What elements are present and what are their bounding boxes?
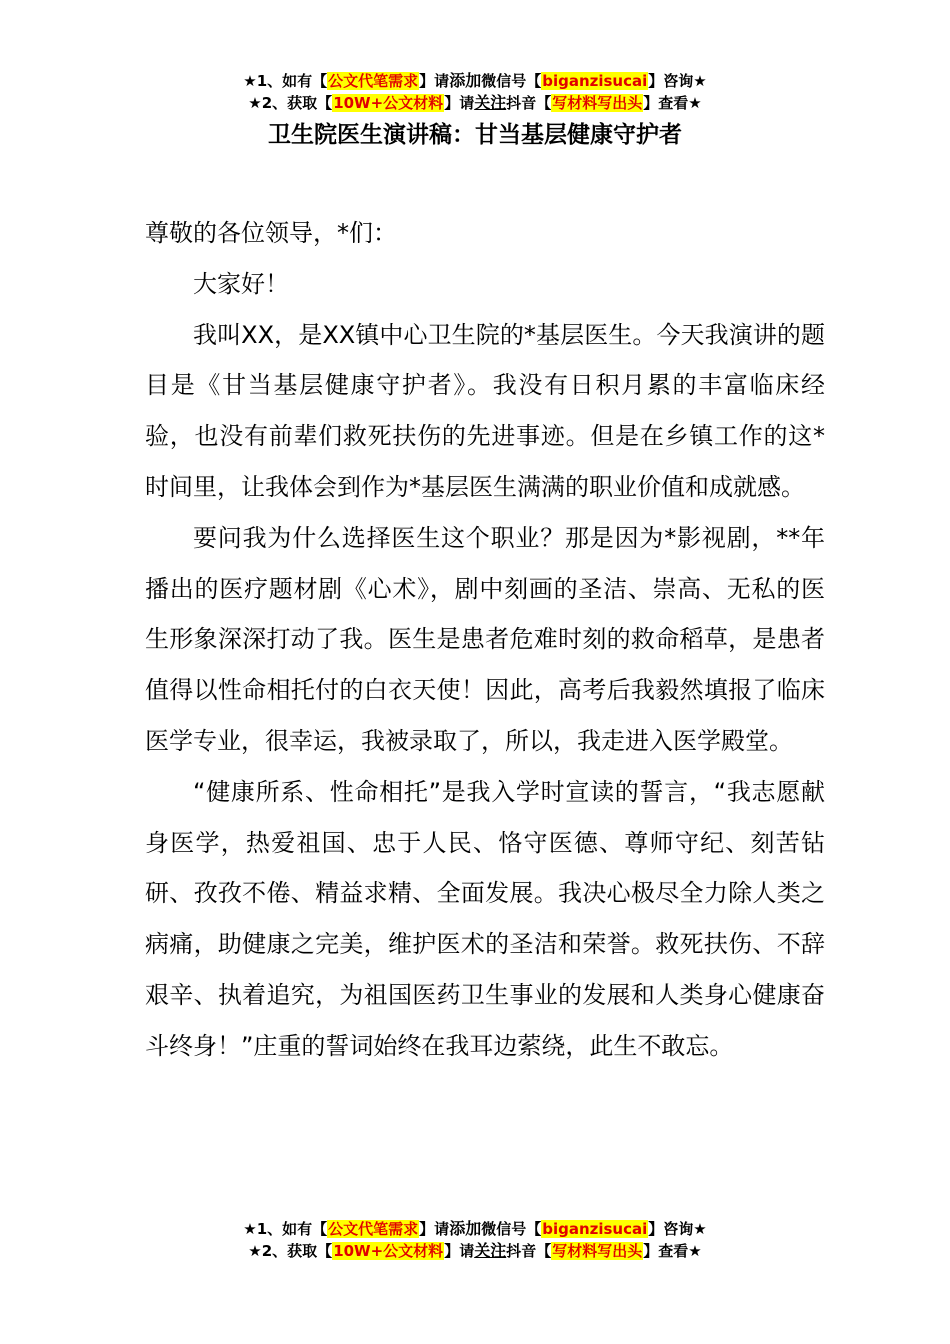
ad-line-1: ★1、如有【公文代笔需求】请添加微信号【biganzisucai】咨询★ — [243, 1219, 707, 1238]
paragraph-greeting: 大家好！ — [193, 269, 289, 298]
wechat-id-highlight: biganzisucai — [542, 1220, 648, 1238]
document-title: 卫生院医生演讲稿：甘当基层健康守护者 — [268, 122, 682, 148]
paragraph-career-choice: 要问我为什么选择医生这个职业？那是因为*影视剧，**年播出的医疗题材剧《心术》，剧中刻画的圣洁、崇高、无私的医生形象深深打动了我。医生是患者危难时刻的救命稻草，是患者值得以性命相托付的白衣天使！因此，高考后我毅然填报了临床医学专业，很幸运，我被录取了，所以，我走进入医学殿堂。 — [145, 523, 825, 755]
ad-line-1: ★1、如有【公文代笔需求】请添加微信号【biganzisucai】咨询★ — [243, 71, 707, 90]
document-body — [145, 208, 825, 1072]
service-highlight: 公文代笔需求 — [328, 1220, 419, 1238]
salutation: 尊敬的各位领导，*们： — [145, 219, 397, 247]
materials-highlight: 10W+公文材料 — [333, 94, 444, 112]
wechat-id-highlight: biganzisucai — [542, 72, 648, 90]
top-ad-banner — [0, 70, 950, 114]
bottom-ad-banner — [0, 1218, 950, 1262]
douyin-highlight: 写材料写出头 — [552, 94, 643, 112]
paragraph-introduction: 我叫XX，是XX镇中心卫生院的*基层医生。今天我演讲的题目是《甘当基层健康守护者》。我没有日积月累的丰富临床经验，也没有前辈们救死扶伤的先进事迹。但是在乡镇工作的这*时间里，让我体会到作为*基层医生满满的职业价值和成就感。 — [145, 320, 825, 501]
service-highlight: 公文代笔需求 — [328, 72, 419, 90]
douyin-highlight: 写材料写出头 — [552, 1242, 643, 1260]
ad-line-2: ★2、获取【10W+公文材料】请关注抖音【写材料写出头】查看★ — [248, 1241, 702, 1260]
paragraph-oath: “健康所系、性命相托”是我入学时宣读的誓言，“我志愿献身医学，热爱祖国、忠于人民、恪守医德、尊师守纪、刻苦钻研、孜孜不倦、精益求精、全面发展。我决心极尽全力除人类之病痛，助健康之完美，维护医术的圣洁和荣誉。救死扶伤、不辞艰辛、执着追究，为祖国医药卫生事业的发展和人类身心健康奋斗终身！”庄重的誓词始终在我耳边萦绕，此生不敢忘。 — [145, 777, 825, 1060]
ad-line-2: ★2、获取【10W+公文材料】请关注抖音【写材料写出头】查看★ — [248, 93, 702, 112]
materials-highlight: 10W+公文材料 — [333, 1242, 444, 1260]
